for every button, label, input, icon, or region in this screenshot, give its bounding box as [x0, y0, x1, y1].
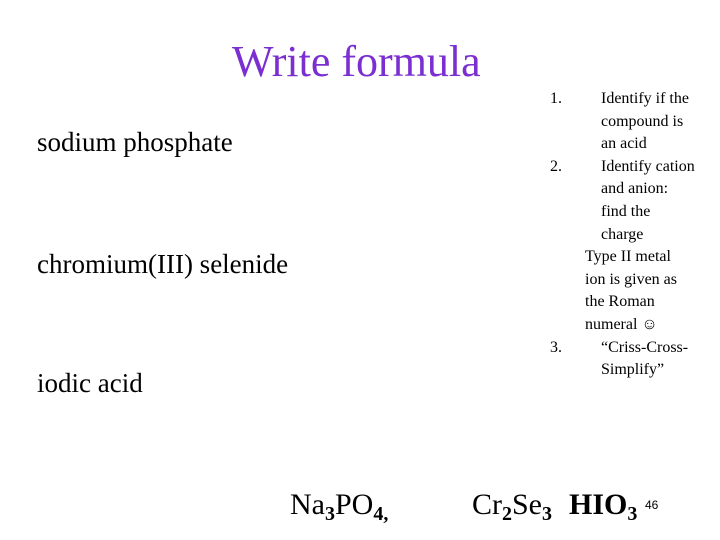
slide-title: Write formula [232, 37, 481, 86]
step-2 [550, 156, 720, 246]
prompt-iodic-acid: iodic acid [37, 368, 143, 398]
step-line: Type II metal [585, 248, 671, 266]
step-line: and anion: [601, 180, 669, 198]
step-line: Identify cation [601, 157, 695, 175]
answer-sodium-phosphate: $Na_3PO_{4,}$ [290, 488, 389, 525]
prompt-chromium-selenide: chromium(III) selenide [37, 249, 289, 279]
step-line: compound is [601, 112, 684, 130]
step-line: Identify if the [601, 90, 689, 107]
step-line: numeral ☺ [585, 315, 658, 333]
step-3 [550, 337, 720, 382]
answer-chromium-selenide: $Cr_2Se_3$ [472, 488, 552, 525]
step-line: Simplify” [601, 361, 665, 379]
step-2-note [550, 246, 720, 336]
step-line: the Roman [585, 293, 655, 311]
step-1 [550, 88, 720, 156]
step-line: “Criss-Cross- [601, 338, 689, 356]
answer-iodic-acid: $HIO_3$ [569, 488, 638, 525]
step-line: charge [601, 225, 644, 243]
step-line: ion is given as [585, 270, 677, 288]
prompt-sodium-phosphate: sodium phosphate [37, 127, 233, 157]
slide-number: 46 [645, 498, 659, 512]
step-number: 1. [550, 90, 562, 107]
step-line: find the [601, 202, 651, 220]
steps-list [550, 88, 720, 382]
step-number: 3. [550, 338, 562, 356]
step-number: 2. [550, 157, 562, 175]
step-line: an acid [601, 135, 647, 153]
